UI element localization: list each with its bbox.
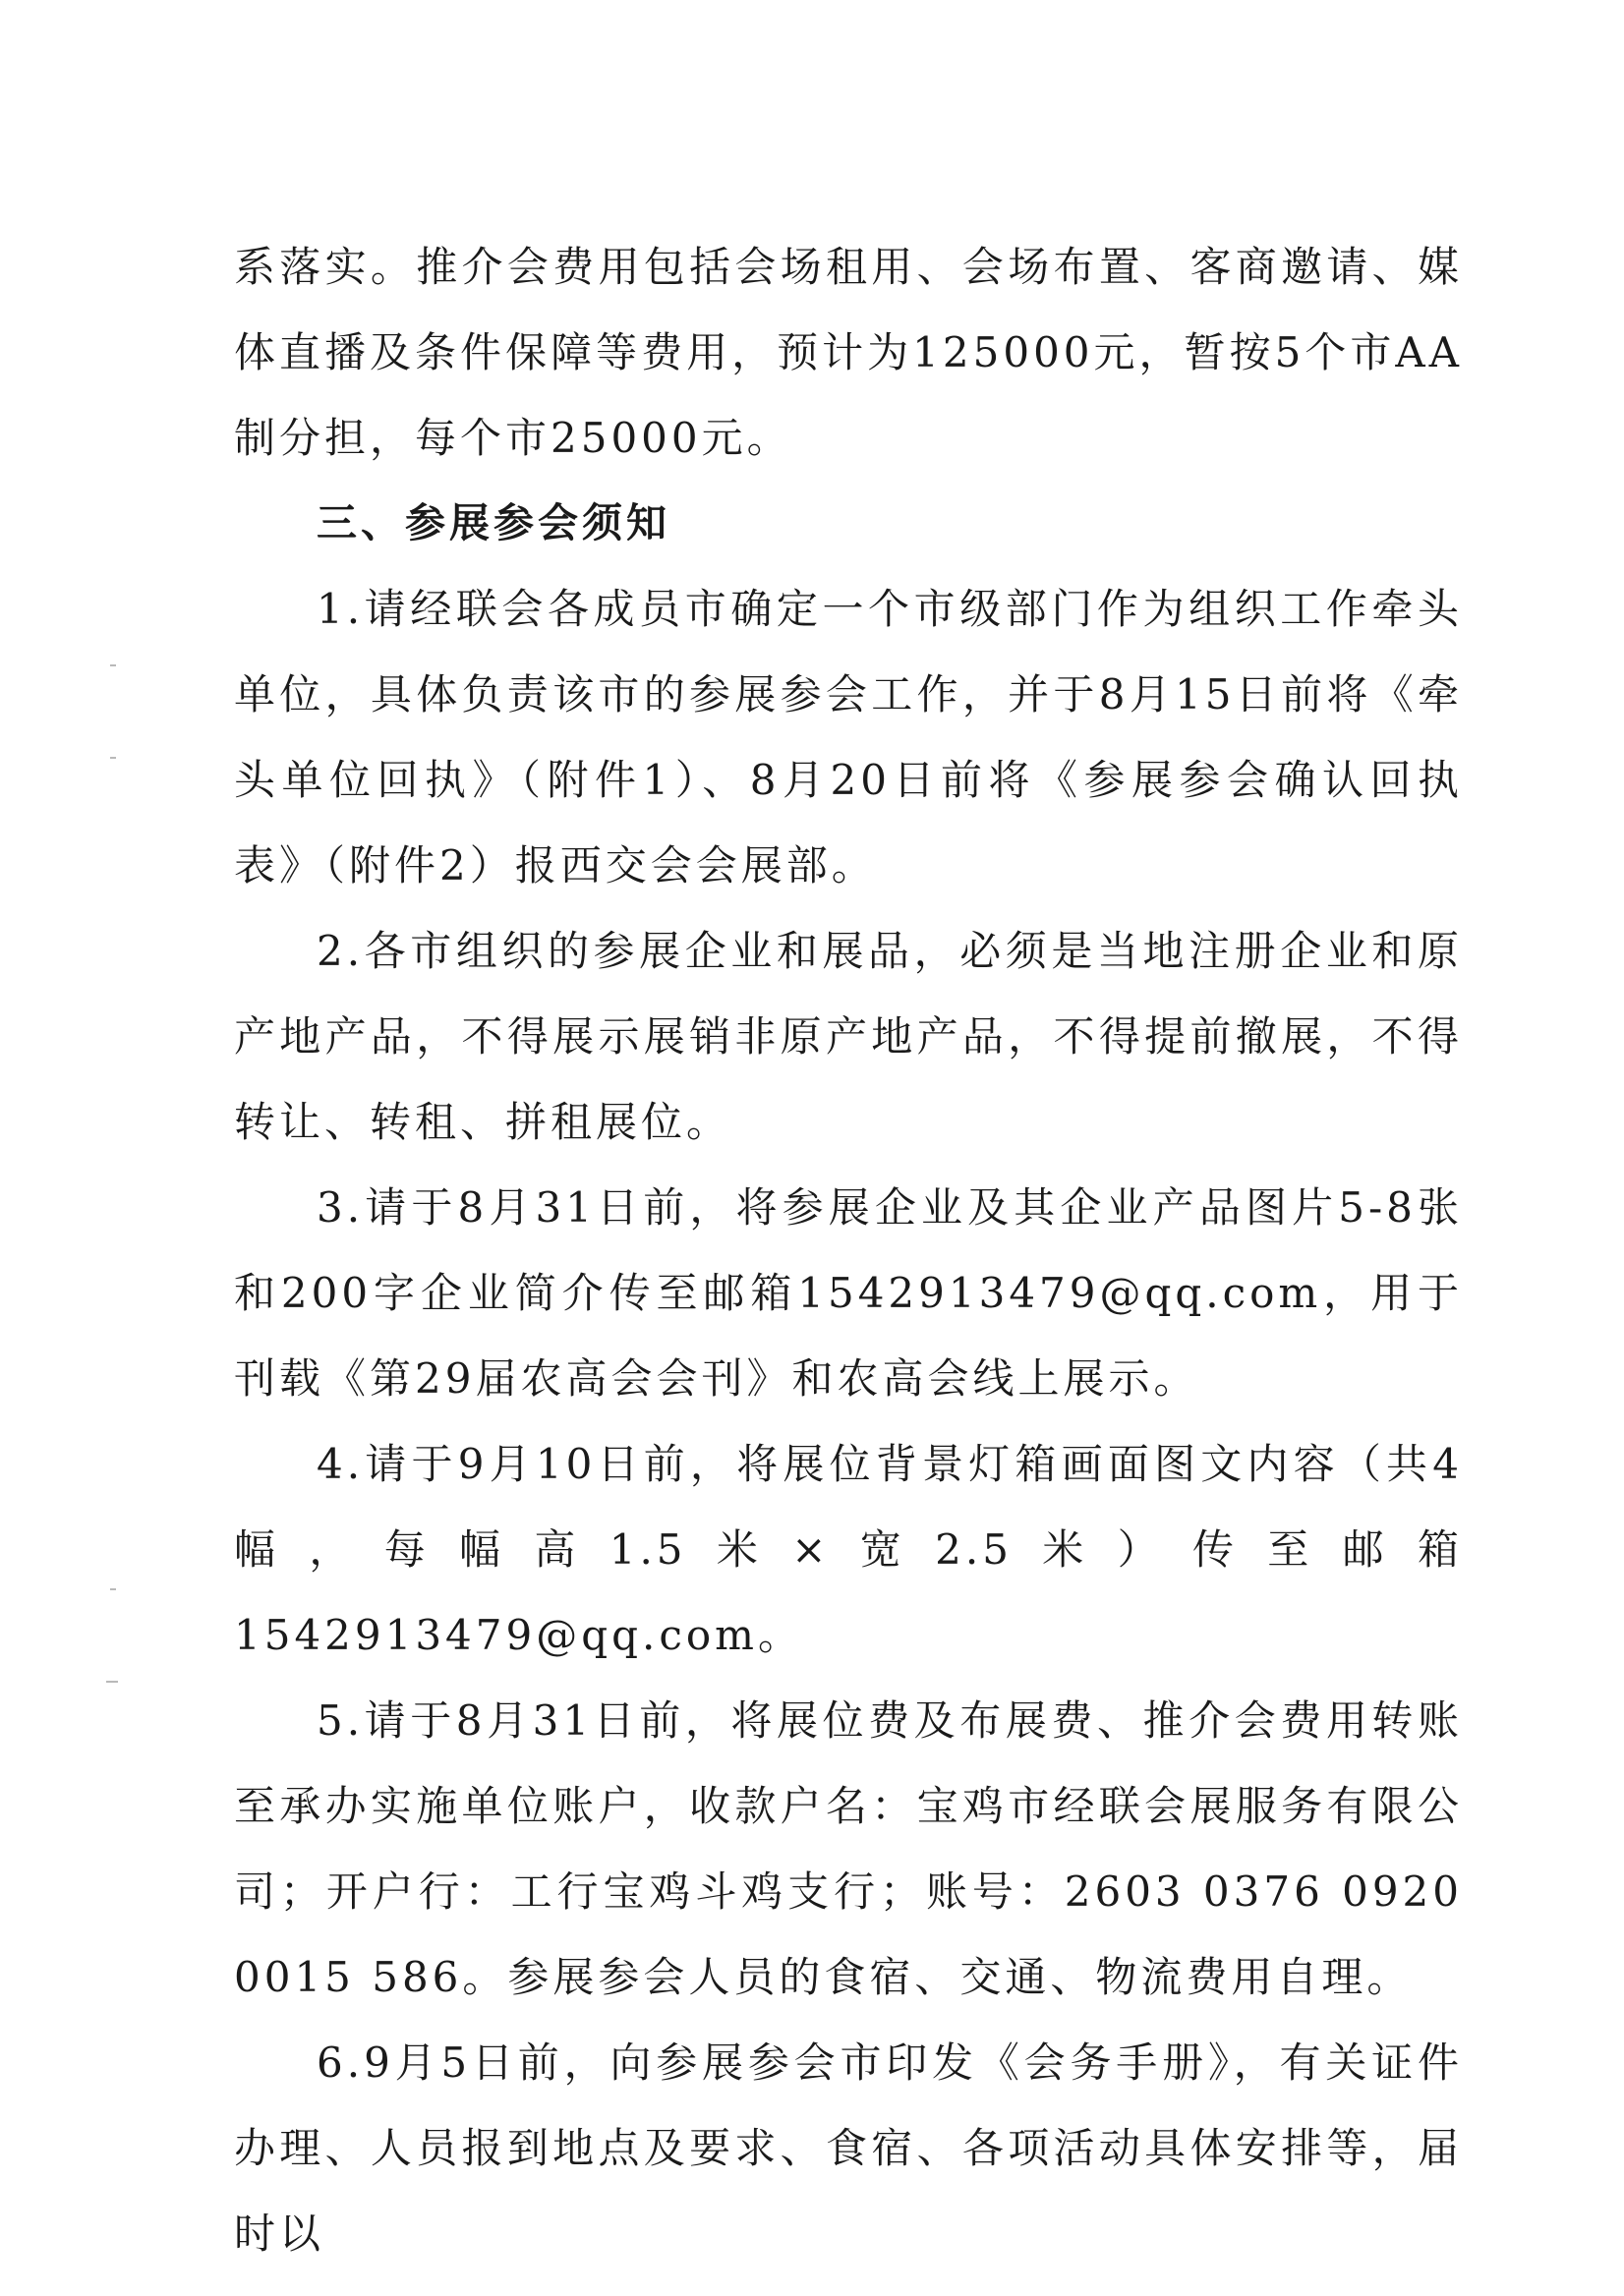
paragraph-item-4: 4.请于9月10日前，将展位背景灯箱画面图文内容（共4幅，每幅高1.5米×宽2.5米）传至邮箱1542913479@qq.com。 [234, 1440, 1463, 1659]
scan-margin-mark [110, 664, 116, 666]
paragraph-item-3: 3.请于8月31日前，将参展企业及其企业产品图片5-8张和200字企业简介传至邮箱1542913479@qq.com，用于刊载《第29届农高会会刊》和农高会线上展示。 [234, 1183, 1463, 1403]
paragraph-continuation: 系落实。推介会费用包括会场租用、会场布置、客商邀请、媒体直播及条件保障等费用，预计为125000元，暂按5个市AA制分担，每个市25000元。 [234, 243, 1463, 462]
paragraph-item-6: 6.9月5日前，向参展参会市印发《会务手册》，有关证件办理、人员报到地点及要求、食宿、各项活动具体安排等，届时以 [234, 2038, 1463, 2258]
scan-margin-mark [106, 1681, 118, 1683]
paragraph-item-5: 5.请于8月31日前，将展位费及布展费、推介会费用转账至承办实施单位账户，收款户名：宝鸡市经联会展服务有限公司；开户行：工行宝鸡斗鸡支行；账号：2603 0376 0920 0015 586。参展参会人员的食宿、交通、物流费用自理。 [234, 1696, 1463, 2001]
scan-margin-mark [110, 757, 116, 759]
paragraph-item-2: 2.各市组织的参展企业和展品，必须是当地注册企业和原产地产品，不得展示展销非原产地产品，不得提前撤展，不得转让、转租、拼租展位。 [234, 927, 1463, 1146]
scan-margin-mark [110, 1588, 116, 1590]
document-body [234, 224, 1463, 2276]
paragraph-item-1: 1.请经联会各成员市确定一个市级部门作为组织工作牵头单位，具体负责该市的参展参会工作，并于8月15日前将《牵头单位回执》（附件1）、8月20日前将《参展参会确认回执表》（附件2）报西交会会展部。 [234, 585, 1463, 890]
section-heading: 三、参展参会须知 [317, 499, 670, 546]
